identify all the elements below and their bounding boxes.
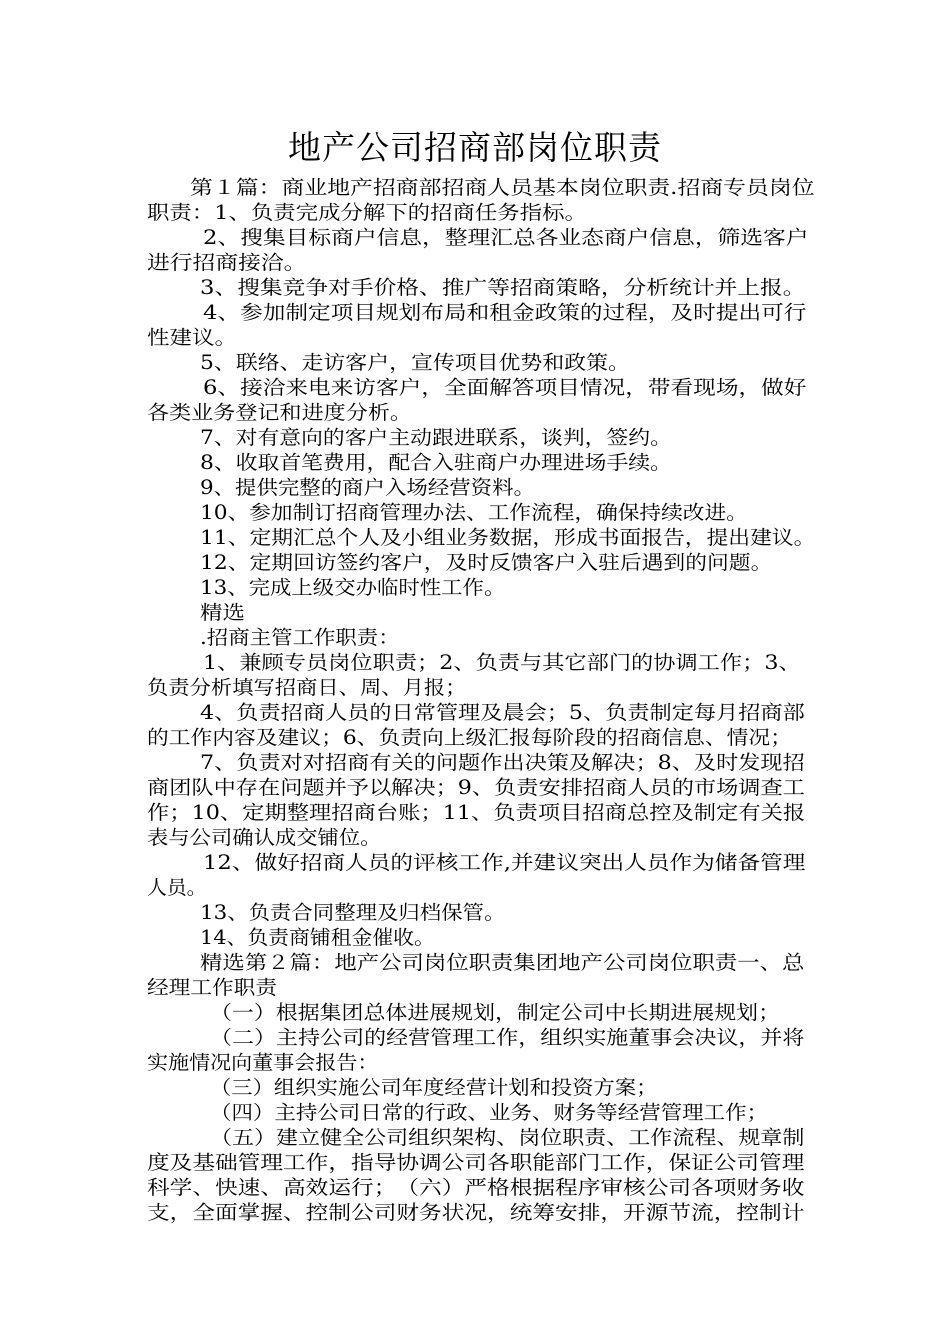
- body-line: 13、负责合同整理及归档保管。: [200, 901, 506, 924]
- body-line: 第１篇：商业地产招商部招商人员基本岗位职责.招商专员岗位: [190, 176, 815, 199]
- body-line: 1、兼顾专员岗位职责；2、负责与其它部门的协调工作；3、: [203, 651, 801, 674]
- body-line: 3、搜集竞争对手价格、推广等招商策略，分析统计并上报。: [200, 276, 806, 299]
- body-line: 12、定期回访签约客户，及时反馈客户入驻后遇到的问题。: [200, 551, 773, 574]
- body-line: 进行招商接洽。: [147, 251, 307, 274]
- body-line: 12、做好招商人员的评核工作,并建议突出人员作为储备管理: [203, 851, 806, 874]
- body-line: 性建议。: [147, 326, 238, 349]
- body-line: 13、完成上级交办临时性工作。: [200, 576, 506, 599]
- body-line: 11、定期汇总个人及小组业务数据，形成书面报告，提出建议。: [200, 526, 816, 549]
- body-line: （二）主持公司的经营管理工作，组织实施董事会决议，并将: [210, 1026, 805, 1049]
- body-line: 8、收取首笔费用，配合入驻商户办理进场手续。: [200, 451, 672, 474]
- body-line: 4、负责招商人员的日常管理及晨会；5、负责制定每月招商部: [200, 701, 805, 724]
- body-line: 6、接洽来电来访客户，全面解答项目情况，带看现场，做好: [203, 376, 807, 399]
- body-line: 7、负责对对招商有关的问题作出决策及解决；8、及时发现招: [200, 751, 805, 774]
- body-line: 商团队中存在问题并予以解决；9、负责安排招商人员的市场调查工: [147, 776, 805, 799]
- body-line: 的工作内容及建议；6、负责向上级汇报每阶段的招商信息、情况；: [147, 726, 792, 749]
- body-line: 14、负责商铺租金催收。: [200, 926, 435, 949]
- body-line: （三）组织实施公司年度经营计划和投资方案；: [210, 1076, 658, 1099]
- body-line: 4、参加制定项目规划布局和租金政策的过程，及时提出可行: [203, 301, 807, 324]
- body-line: （一）根据集团总体进展规划，制定公司中长期进展规划；: [210, 1001, 781, 1024]
- document-title: 地产公司招商部岗位职责: [288, 128, 662, 167]
- body-line: （五）建立健全公司组织架构、岗位职责、工作流程、规章制: [210, 1126, 805, 1149]
- body-line: .招商主管工作职责：: [200, 626, 400, 649]
- body-line: 精选第２篇：地产公司岗位职责集团地产公司岗位职责一、总: [200, 951, 805, 974]
- body-line: 精选: [200, 601, 246, 624]
- body-line: 表与公司确认成交铺位。: [147, 826, 382, 849]
- body-line: 负责分析填写招商日、周、月报；: [147, 676, 467, 699]
- body-line: 人员。: [147, 876, 207, 899]
- body-line: 10、参加制订招商管理办法、工作流程，确保持续改进。: [200, 501, 748, 524]
- body-line: 5、联络、走访客户，宣传项目优势和政策。: [200, 351, 630, 374]
- body-line: 经理工作职责: [147, 976, 278, 999]
- body-line: 作；10、定期整理招商台账；11、负责项目招商总控及制定有关报: [147, 801, 806, 824]
- body-line: 各类业务登记和进度分析。: [147, 401, 413, 424]
- body-line: （四）主持公司日常的行政、业务、财务等经营管理工作；: [210, 1101, 769, 1124]
- body-line: 9、提供完整的商户入场经营资料。: [200, 476, 535, 499]
- body-line: 科学、快速、高效运行； （六）严格根据程序审核公司各项财务收: [147, 1176, 805, 1199]
- body-line: 职责：1、负责完成分解下的招商任务指标。: [147, 201, 587, 224]
- body-line: 7、对有意向的客户主动跟进联系，谈判，签约。: [200, 426, 672, 449]
- body-line: 支，全面掌握、控制公司财务状况，统筹安排，开源节流，控制计: [147, 1201, 805, 1224]
- body-line: 度及基础管理工作，指导协调公司各职能部门工作，保证公司管理: [147, 1151, 805, 1174]
- body-line: 2、搜集目标商户信息，整理汇总各业态商户信息，筛选客户: [203, 226, 809, 249]
- body-line: 实施情况向董事会报告：: [147, 1051, 379, 1074]
